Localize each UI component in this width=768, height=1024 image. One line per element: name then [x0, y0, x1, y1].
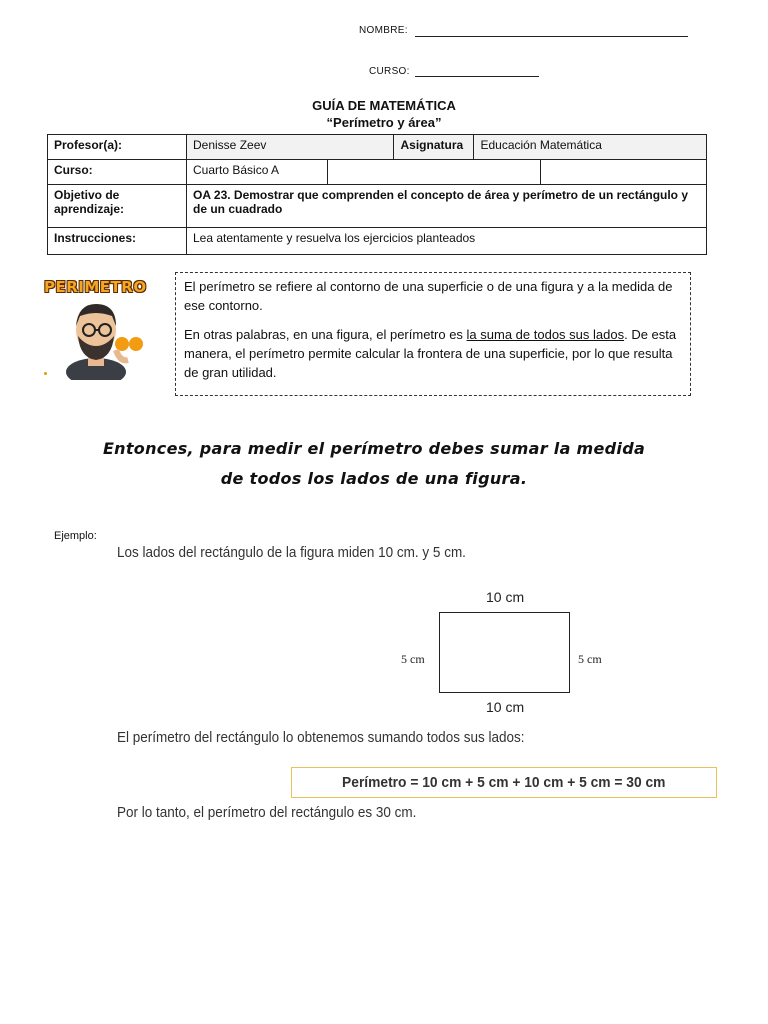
example-rectangle	[439, 612, 570, 693]
definition-p2-start: En otras palabras, en una figura, el perímetro es	[184, 327, 467, 342]
conclusion-text	[0, 434, 748, 494]
definition-p2-underlined: la suma de todos sus lados	[466, 327, 625, 342]
example-conclusion: Por lo tanto, el perímetro del rectángulo es 30 cm.	[117, 804, 417, 821]
nombre-field[interactable]	[415, 36, 688, 37]
example-explanation: El perímetro del rectángulo lo obtenemos sumando todos sus lados:	[117, 729, 525, 746]
definition-paragraph-2	[184, 325, 682, 382]
curso-empty-cell	[328, 160, 541, 185]
nombre-label: NOMBRE:	[359, 25, 408, 36]
bullet-dot	[44, 372, 47, 375]
conclusion-line-2: de todos los lados de una figura.	[220, 469, 528, 488]
profesor-value: Denisse Zeev	[187, 135, 394, 160]
perimetro-badge: PERIMETRO	[44, 278, 147, 296]
curso-table-label: Curso:	[48, 160, 187, 185]
formula-box	[291, 767, 717, 798]
asignatura-label: Asignatura	[394, 135, 474, 160]
page-subtitle: “Perímetro y área”	[326, 115, 442, 130]
definition-p2-end: . De esta manera, el perímetro permite calcular la frontera de una superficie, por lo que resulta de gran utilidad.	[184, 327, 677, 380]
rect-left-label: 5 cm	[401, 652, 425, 666]
rect-top-label: 10 cm	[486, 589, 525, 605]
profesor-label: Profesor(a):	[48, 135, 187, 160]
teacher-avatar-illustration	[60, 300, 152, 380]
formula-text: Perímetro = 10 cm + 5 cm + 10 cm + 5 cm = 30 cm	[342, 774, 666, 791]
instrucciones-label: Instrucciones:	[48, 228, 187, 255]
example-intro: Los lados del rectángulo de la figura miden 10 cm. y 5 cm.	[117, 544, 466, 561]
curso-table-value: Cuarto Básico A	[187, 160, 328, 185]
definition-box	[175, 272, 691, 396]
objetivo-value: OA 23. Demostrar que comprenden el concepto de área y perímetro de un rectángulo y de un cuadrado	[187, 185, 707, 228]
info-table	[47, 134, 707, 255]
conclusion-line-1: Entonces, para medir el perímetro debes sumar la medida	[102, 439, 646, 458]
rect-bottom-label: 10 cm	[486, 699, 525, 715]
curso-empty-cell-2	[541, 160, 707, 185]
rect-right-label: 5 cm	[578, 652, 602, 666]
example-label: Ejemplo:	[54, 530, 97, 542]
asignatura-value: Educación Matemática	[474, 135, 707, 160]
objetivo-label: Objetivo de aprendizaje:	[48, 185, 187, 228]
definition-paragraph-1: El perímetro se refiere al contorno de una superficie o de una figura y a la medida de ese contorno.	[184, 279, 673, 313]
page-title: GUÍA DE MATEMÁTICA	[312, 98, 456, 113]
curso-label: CURSO:	[369, 66, 410, 77]
curso-field[interactable]	[415, 76, 539, 77]
instrucciones-value: Lea atentamente y resuelva los ejercicios planteados	[187, 228, 707, 255]
